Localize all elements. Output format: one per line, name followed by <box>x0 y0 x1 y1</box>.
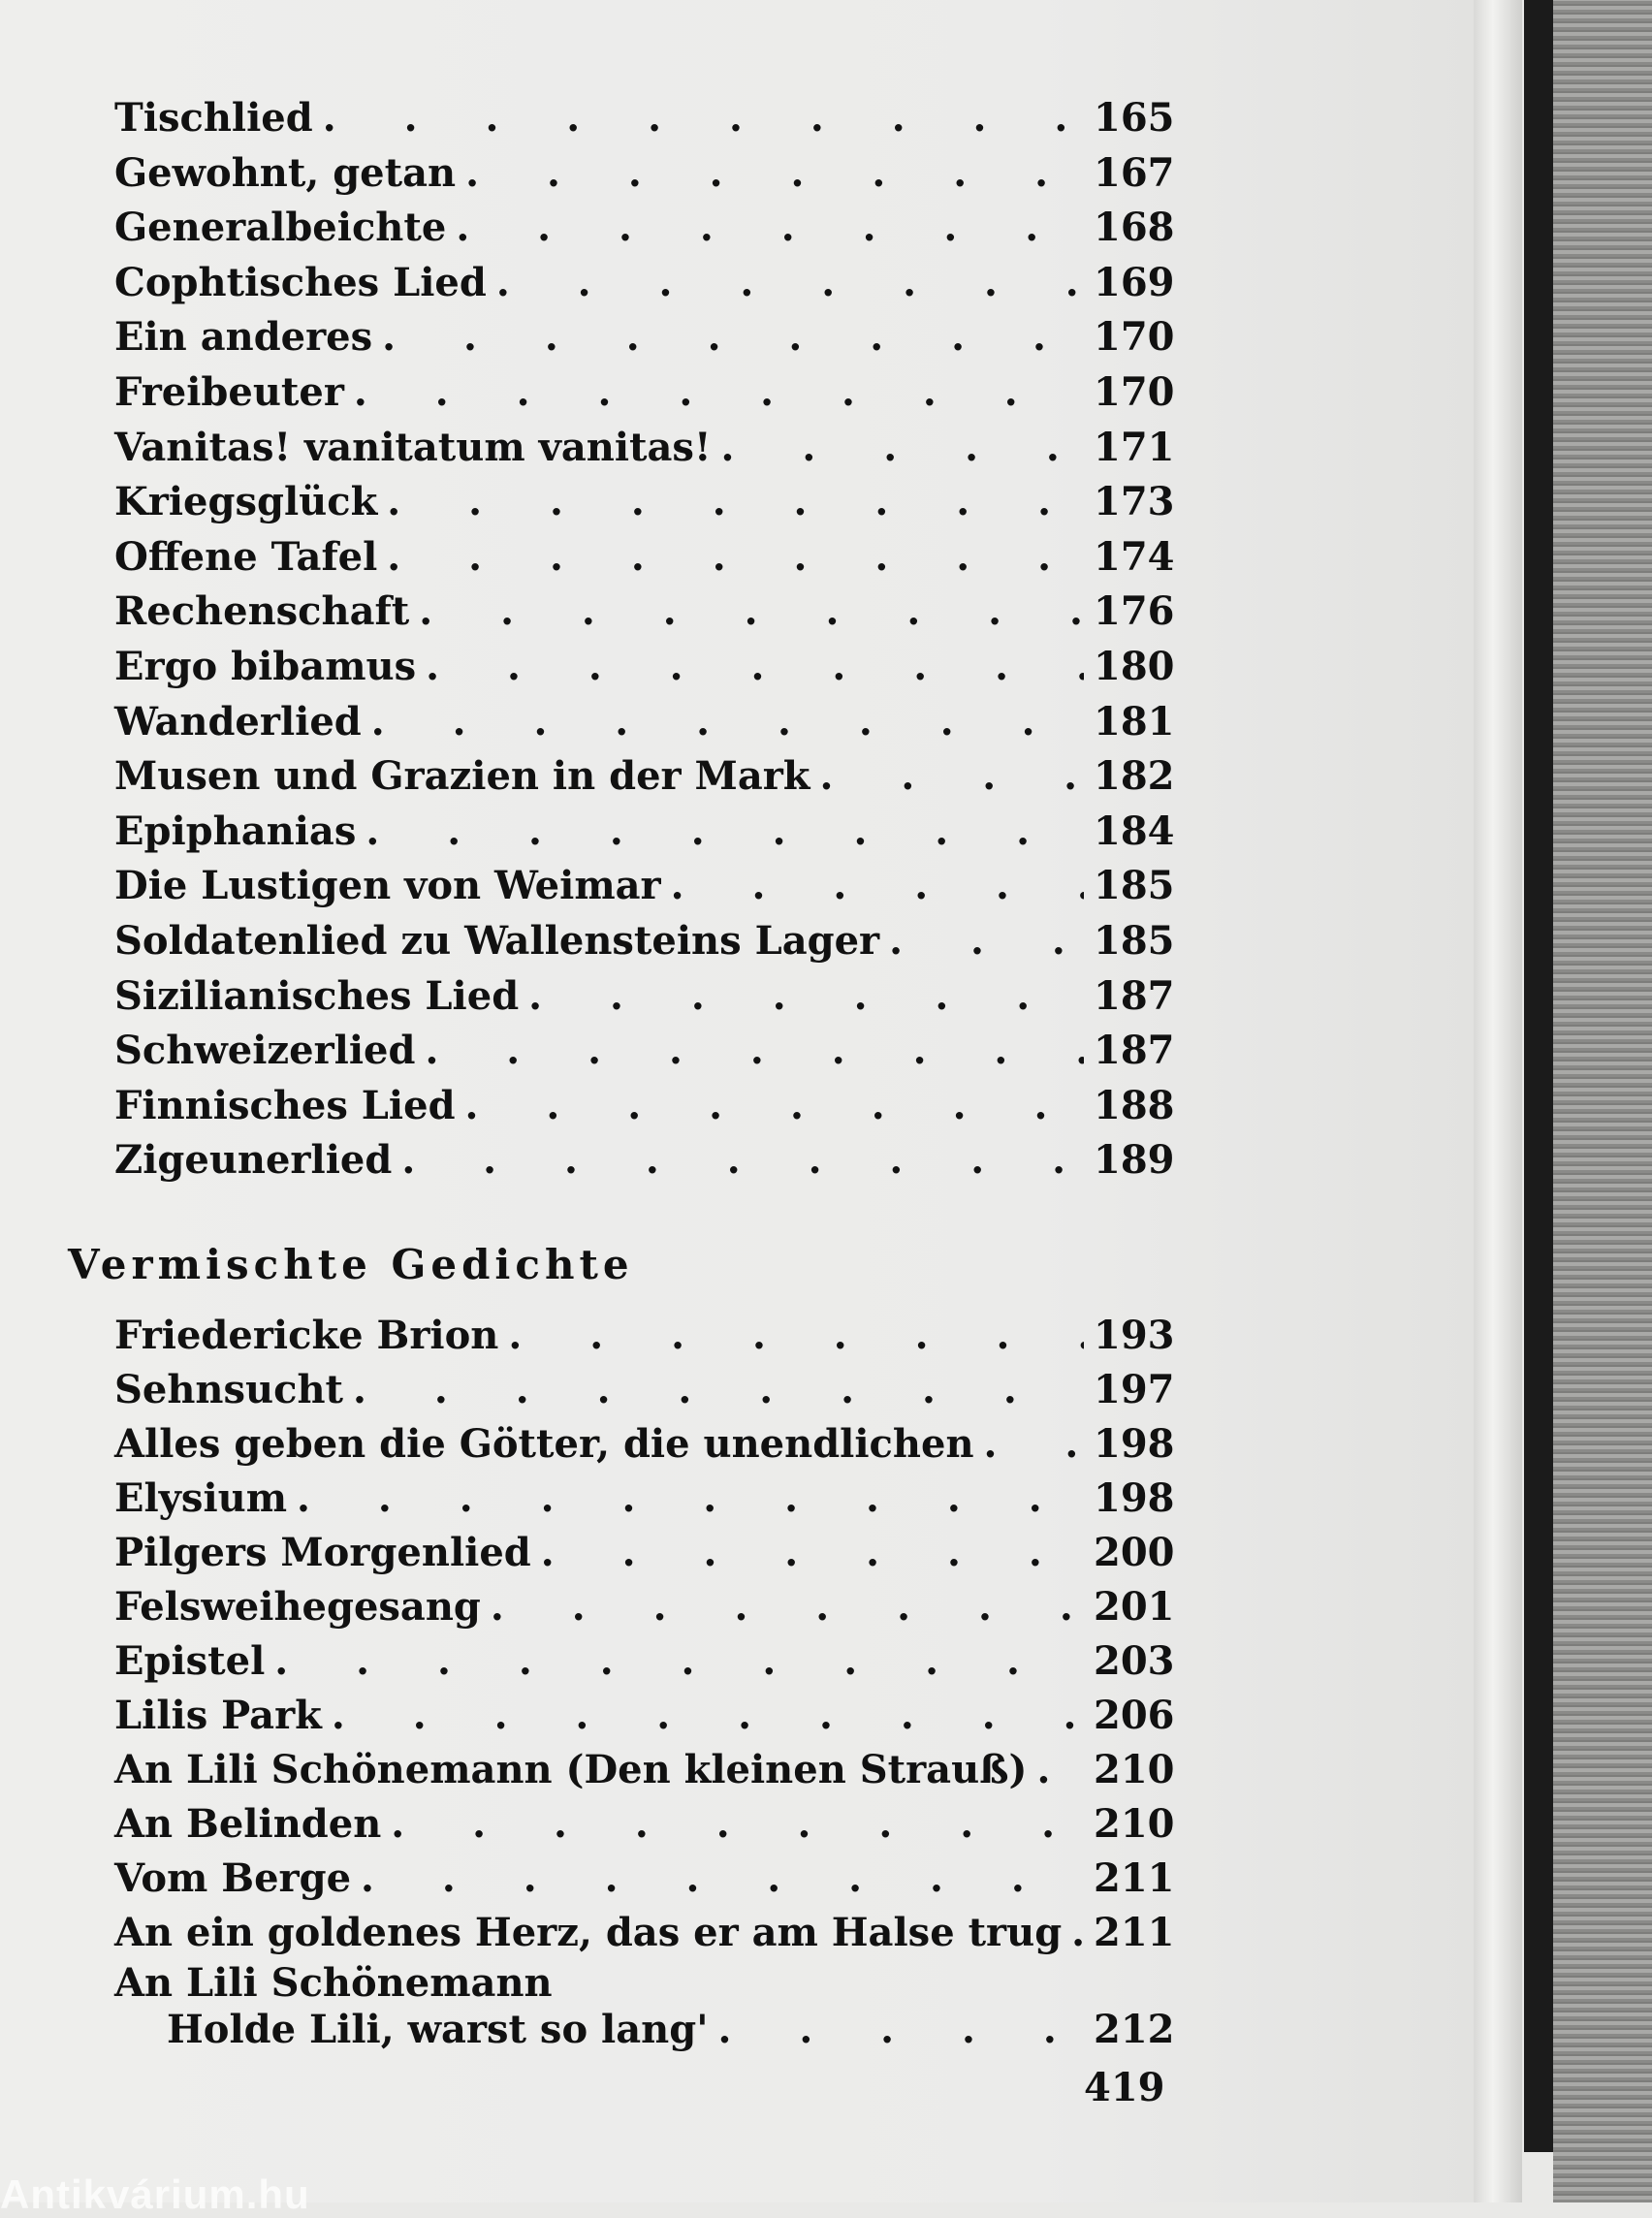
dot-leader <box>1071 1906 1084 1960</box>
toc-entry-page: 211 <box>1094 1910 1175 1955</box>
toc-entry-title: Cophtisches Lied <box>114 259 487 305</box>
toc-entry-page: 171 <box>1094 424 1175 470</box>
toc-entry-page: 210 <box>1094 1747 1175 1792</box>
dot-leader <box>528 969 1084 1024</box>
dot-leader <box>496 256 1084 310</box>
toc-entry-title: Gewohnt, getan <box>114 149 457 196</box>
toc-entry <box>114 1133 1175 1188</box>
dot-leader <box>508 1309 1084 1363</box>
toc-entry-title: Rechenschaft <box>114 588 410 635</box>
toc-entry <box>114 695 1175 749</box>
toc-entry-page: 173 <box>1094 479 1175 525</box>
toc-entry-page: 203 <box>1094 1638 1175 1684</box>
dot-leader <box>491 1580 1084 1634</box>
dot-leader <box>465 1079 1084 1133</box>
toc-entry <box>114 1634 1175 1689</box>
toc-entry-page: 198 <box>1094 1475 1175 1521</box>
toc-entry-title: Soldatenlied zu Wallensteins Lager <box>114 918 880 964</box>
toc-entry <box>114 1417 1175 1472</box>
toc-entry-title: Felsweihegesang <box>114 1584 481 1630</box>
dot-leader <box>717 2003 1084 2057</box>
toc-entry-page: 189 <box>1094 1137 1175 1184</box>
toc-entry-title: Friedericke Brion <box>114 1313 499 1358</box>
dot-leader <box>387 530 1084 585</box>
toc-entry-title: An ein goldenes Herz, das er am Halse trug <box>114 1910 1063 1955</box>
toc-entry-page: 167 <box>1094 149 1175 196</box>
dot-leader <box>353 1363 1084 1417</box>
toc-entry <box>114 805 1175 859</box>
book-spine <box>1524 0 1553 2152</box>
toc-entry <box>114 1580 1175 1634</box>
toc-entry-title: An Belinden <box>114 1801 382 1847</box>
toc-entry <box>114 310 1175 364</box>
toc-entry <box>114 1079 1175 1133</box>
dot-leader <box>671 859 1084 913</box>
dot-leader <box>889 914 1084 968</box>
toc-entry-title: An Lili Schönemann (Den kleinen Strauß) <box>114 1747 1028 1792</box>
toc-entry-page: 200 <box>1094 1530 1175 1575</box>
toc-entry-title: Elysium <box>114 1475 288 1521</box>
toc-entry-page: 182 <box>1094 753 1175 800</box>
dot-leader <box>274 1634 1084 1689</box>
toc-entry-page: 212 <box>1094 2007 1175 2052</box>
toc-entry <box>114 1906 1175 1960</box>
toc-entry-page: 188 <box>1094 1082 1175 1128</box>
toc-entry-title: Tischlied <box>114 95 313 141</box>
toc-entry <box>114 530 1175 585</box>
toc-entry-title: Offene Tafel <box>114 533 378 580</box>
dot-leader <box>332 1689 1084 1743</box>
toc-entry-page: 198 <box>1094 1421 1175 1467</box>
dot-leader <box>323 91 1084 145</box>
dot-leader <box>465 146 1084 201</box>
toc-entry-page: 176 <box>1094 588 1175 635</box>
toc-entry <box>114 1309 1175 1363</box>
toc-entry <box>114 969 1175 1024</box>
dot-leader <box>387 475 1084 529</box>
toc-entry-title: Alles geben die Götter, die unendlichen <box>114 1421 974 1467</box>
toc-entry-title: Wanderlied <box>114 698 362 745</box>
toc-group-title: An Lili Schönemann <box>114 1960 553 2006</box>
dot-leader <box>984 1417 1084 1472</box>
toc-entry-page: 193 <box>1094 1313 1175 1358</box>
toc-entry-title: Sehnsucht <box>114 1367 344 1412</box>
toc-entry-page: 185 <box>1094 863 1175 909</box>
page-number: 419 <box>1084 2065 1165 2110</box>
toc-entry-title: Epistel <box>114 1638 266 1684</box>
toc-entry-title: Holde Lili, warst so lang' <box>167 2007 709 2052</box>
toc-entry <box>114 1689 1175 1743</box>
toc-entry-title: Ein anderes <box>114 314 373 361</box>
toc-entry-page: 184 <box>1094 808 1175 854</box>
toc-entry-title: Musen und Grazien in der Mark <box>114 753 810 800</box>
background-cloth <box>1553 0 1652 2202</box>
toc-entry-page: 169 <box>1094 259 1175 305</box>
toc-entry <box>114 421 1175 475</box>
toc-entry-page: 210 <box>1094 1801 1175 1847</box>
toc-entry <box>114 914 1175 968</box>
toc-entry-page: 201 <box>1094 1584 1175 1630</box>
section-heading: Vermischte Gedichte <box>68 1241 634 1288</box>
toc-entry <box>114 585 1175 639</box>
dot-leader <box>1036 1743 1084 1797</box>
toc-entry-title: Sizilianisches Lied <box>114 972 520 1019</box>
dot-leader <box>391 1797 1084 1852</box>
toc-entry-page: 170 <box>1094 369 1175 415</box>
toc-entry <box>114 1472 1175 1526</box>
toc-entry <box>114 1797 1175 1852</box>
toc-entry-page: 168 <box>1094 205 1175 251</box>
dot-leader <box>426 640 1084 694</box>
toc-entry-title: Ergo bibamus <box>114 644 417 689</box>
toc-entry <box>114 146 1175 201</box>
toc-entry-title: Lilis Park <box>114 1693 322 1738</box>
toc-entry-page: 170 <box>1094 314 1175 361</box>
toc-entry-page: 174 <box>1094 533 1175 580</box>
watermark: Antikvárium.hu <box>0 2171 310 2217</box>
dot-leader <box>365 805 1084 859</box>
dot-leader <box>401 1133 1084 1188</box>
toc-entry <box>114 365 1175 420</box>
toc-entry-title: Finnisches Lied <box>114 1082 456 1128</box>
toc-entry <box>114 1024 1175 1078</box>
toc-entry-page: 197 <box>1094 1367 1175 1412</box>
toc-entry-page: 187 <box>1094 972 1175 1019</box>
dot-leader <box>820 749 1084 804</box>
toc-entry-page: 185 <box>1094 918 1175 964</box>
dot-leader <box>419 585 1084 639</box>
toc-entry <box>114 859 1175 913</box>
dot-leader <box>541 1526 1084 1580</box>
toc-entry <box>114 201 1175 255</box>
dot-leader <box>354 365 1084 420</box>
toc-entry <box>114 1852 1175 1906</box>
toc-entry-title: Kriegsglück <box>114 479 378 525</box>
dot-leader <box>456 201 1084 255</box>
dot-leader <box>382 310 1084 364</box>
toc-entry-title: Die Lustigen von Weimar <box>114 863 661 909</box>
dot-leader <box>425 1024 1084 1078</box>
toc-entry <box>114 475 1175 529</box>
toc-entry-title: Vanitas! vanitatum vanitas! <box>114 424 712 470</box>
toc-entry <box>114 256 1175 310</box>
toc-entry-title: Epiphanias <box>114 808 357 854</box>
toc-entry <box>114 1526 1175 1580</box>
toc-entry-page: 187 <box>1094 1028 1175 1074</box>
toc-entry-title: Schweizerlied <box>114 1028 416 1074</box>
toc-entry-page: 206 <box>1094 1693 1175 1738</box>
toc-entry <box>114 640 1175 694</box>
toc-entry-title: Freibeuter <box>114 369 344 415</box>
toc-entry <box>114 1743 1175 1797</box>
dot-leader <box>371 695 1084 749</box>
toc-entry <box>114 749 1175 804</box>
dot-leader <box>297 1472 1084 1526</box>
toc-entry-title: Generalbeichte <box>114 205 447 251</box>
toc-entry-title: Pilgers Morgenlied <box>114 1530 531 1575</box>
toc-entry-title: Vom Berge <box>114 1855 352 1901</box>
dot-leader <box>361 1852 1084 1906</box>
toc-entry-title: Zigeunerlied <box>114 1137 393 1184</box>
dot-leader <box>721 421 1084 475</box>
toc-subentry <box>167 2003 1175 2057</box>
toc-entry-page: 181 <box>1094 698 1175 745</box>
toc-entry-page: 180 <box>1094 644 1175 689</box>
toc-entry <box>114 91 1175 145</box>
toc-entry-page: 165 <box>1094 95 1175 141</box>
toc-entry-page: 211 <box>1094 1855 1175 1901</box>
toc-entry <box>114 1363 1175 1417</box>
